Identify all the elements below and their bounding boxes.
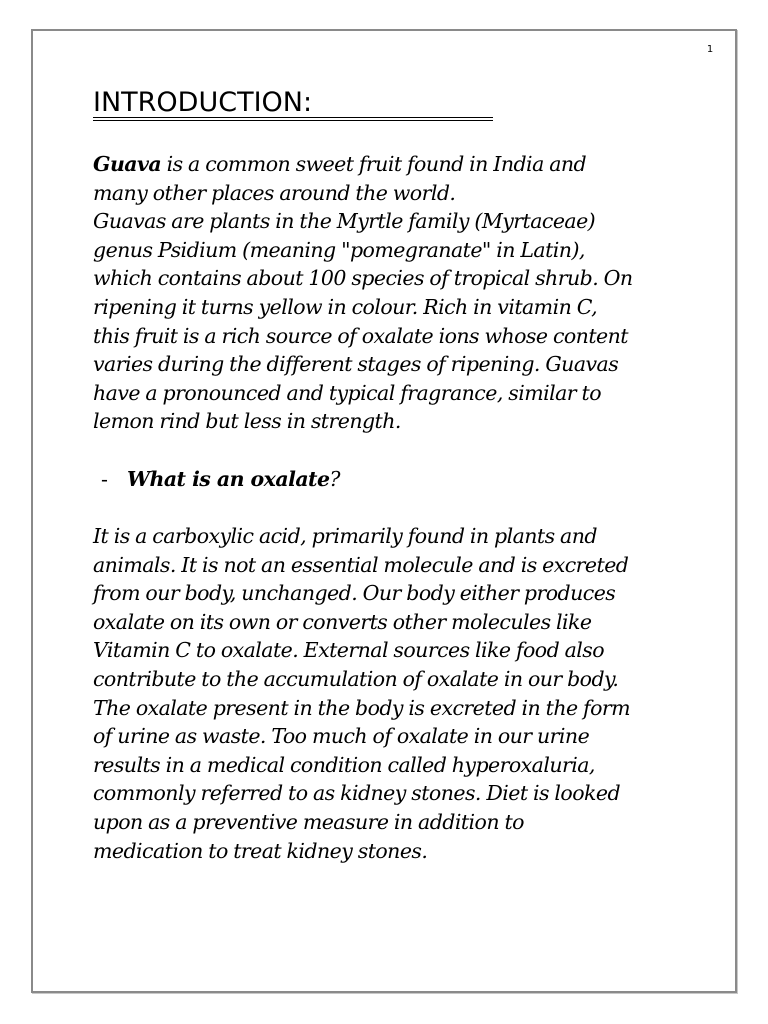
intro-paragraph [93,150,693,436]
guava-bold-lead: Guava [93,152,162,176]
answer-line: The oxalate present in the body is excreted in the form [93,695,631,720]
answer-line: contribute to the accumulation of oxalate in our body. [93,666,619,691]
heading-block [93,86,493,120]
answer-line: oxalate on its own or converts other molecules like [93,609,592,634]
intro-line: lemon rind but less in strength. [93,409,401,434]
page-number: 1 [706,44,714,55]
intro-line: ripening it turns yellow in colour. Rich in vitamin C, [93,294,598,319]
answer-line: results in a medical condition called hyperoxaluria, [93,752,595,777]
answer-line: Vitamin C to oxalate. External sources like food also [93,638,605,663]
question-mark: ? [329,467,340,491]
answer-line: medication to treat kidney stones. [93,838,428,863]
intro-line: genus Psidium (meaning "pomegranate" in Latin), [93,237,585,262]
intro-line: varies during the different stages of ripening. Guavas [93,352,619,377]
question-heading [101,465,340,494]
question-bold-text: What is an oxalate [127,467,330,491]
intro-line: this fruit is a rich source of oxalate ions whose content [93,323,628,348]
answer-line: upon as a preventive measure in addition to [93,809,524,834]
answer-paragraph [93,522,693,865]
intro-line: many other places around the world. [93,180,456,205]
intro-line: Guavas are plants in the Myrtle family (Myrtaceae) [93,209,596,234]
intro-line: have a pronounced and typical fragrance, similar to [93,380,601,405]
answer-line: from our body, unchanged. Our body either produces [93,581,616,606]
answer-line: It is a carboxylic acid, primarily found in plants and [93,524,597,548]
intro-line: which contains about 100 species of tropical shrub. On [93,266,633,291]
title-double-underline [93,117,493,121]
list-dash: - [101,467,108,491]
intro-line: Guava is a common sweet fruit found in India and [93,152,587,176]
page-title: INTRODUCTION: [93,87,313,118]
answer-line: of urine as waste. Too much of oxalate in our urine [93,724,590,749]
answer-line: animals. It is not an essential molecule and is excreted [93,552,629,577]
answer-line: commonly referred to as kidney stones. Diet is looked [93,781,621,806]
